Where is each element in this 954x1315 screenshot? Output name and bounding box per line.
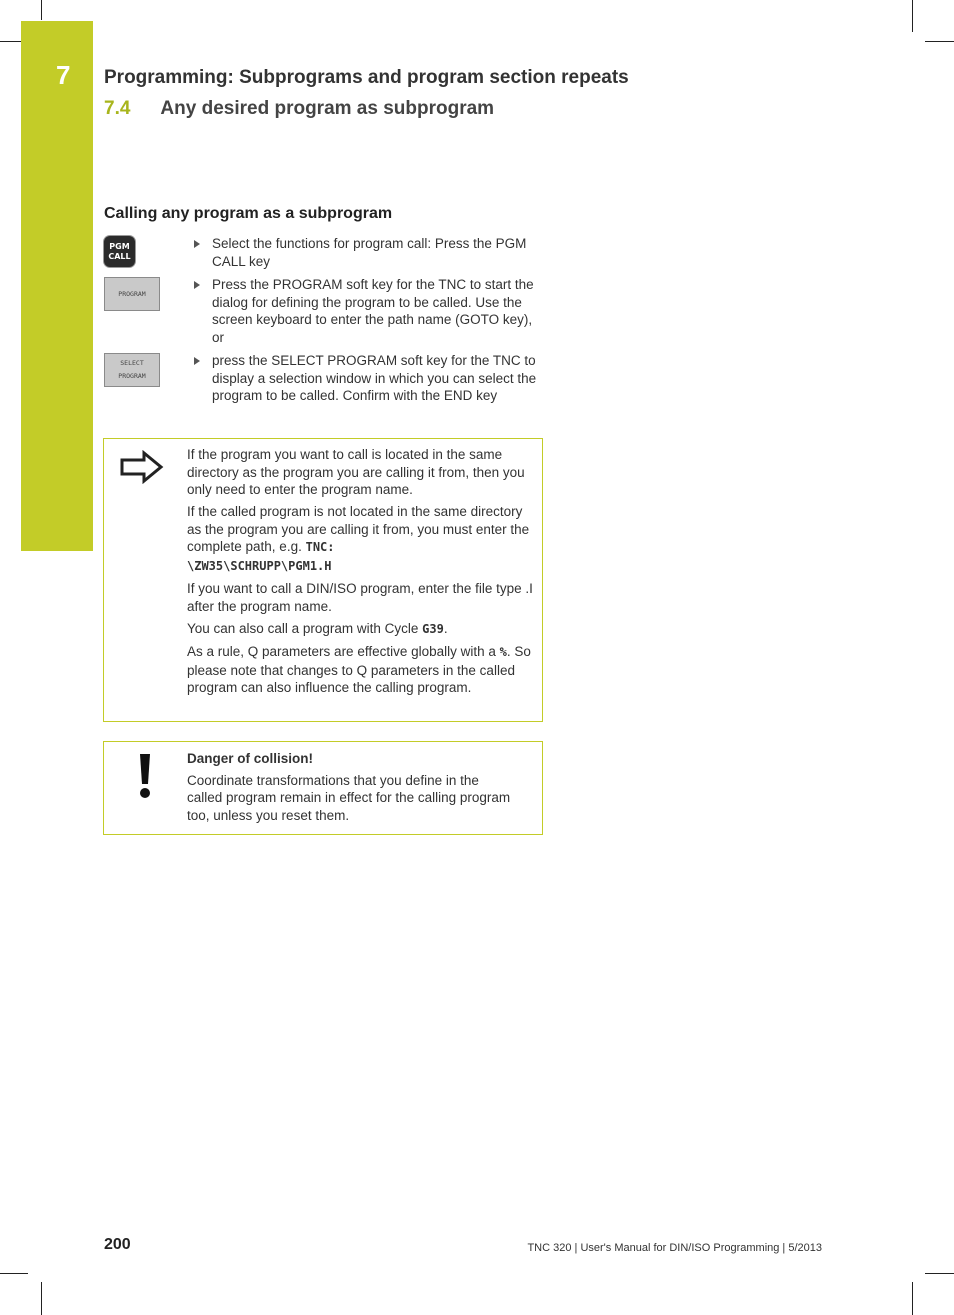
note-paragraph [187, 503, 534, 575]
warning-box [103, 741, 543, 835]
note-text: As a rule, Q parameters are effective globally with a [187, 643, 496, 659]
crop-mark [41, 0, 42, 20]
arrow-right-icon [120, 450, 164, 484]
step-item [194, 352, 542, 405]
step-bullet-icon [194, 281, 200, 289]
note-text: You can also call a program with Cycle [187, 620, 419, 636]
section-number: 7.4 [104, 98, 131, 119]
exclamation-icon [138, 754, 152, 800]
crop-mark [925, 1273, 954, 1274]
chapter-tab [21, 21, 93, 551]
select-program-softkey [104, 353, 160, 387]
pgm-call-key-line1: PGM [109, 241, 130, 251]
program-softkey-label: PROGRAM [118, 289, 146, 298]
step-bullet-icon [194, 357, 200, 365]
note-paragraph: If the program you want to call is located in the same directory as the program you are calling it from, then you only need to enter the program name. [187, 447, 525, 498]
page-number: 200 [104, 1236, 131, 1253]
note-paragraph [187, 643, 534, 697]
step-text: press the SELECT PROGRAM soft key for the TNC to display a selection window in which you can select the program to be called. Confirm with the END key [212, 353, 537, 404]
step-text: Press the PROGRAM soft key for the TNC to start the dialog for defining the program to be called. Use the screen keyboard to enter the path name (GOTO key), or [212, 277, 534, 345]
crop-mark [41, 1282, 42, 1315]
section-title: Any desired program as subprogram [160, 98, 495, 119]
section-heading [104, 98, 494, 120]
crop-mark [912, 0, 913, 32]
note-code: % [499, 644, 507, 659]
select-softkey-line1: SELECT [120, 359, 144, 367]
note-text: . [443, 620, 448, 636]
step-item [194, 276, 542, 346]
program-softkey [104, 277, 160, 311]
step-item [194, 235, 542, 270]
note-box [103, 438, 543, 722]
footer-text: TNC 320 | User's Manual for DIN/ISO Programming | 5/2013 [527, 1242, 822, 1254]
pgm-call-key [104, 236, 135, 267]
select-softkey-line2: PROGRAM [118, 372, 146, 380]
note-code: TNC: [305, 540, 335, 555]
chapter-title: Programming: Subprograms and program section repeats [104, 67, 629, 88]
crop-mark [912, 1282, 913, 1315]
subheading: Calling any program as a subprogram [104, 205, 393, 222]
note-code: G39 [422, 621, 444, 636]
note-code: \ZW35\SCHRUPP\PGM1.H [187, 559, 332, 574]
note-text: If the called program is not located in the same directory as the program you are calling it from, you must enter the complete path, e.g. [187, 504, 530, 555]
pgm-call-key-line2: CALL [108, 251, 131, 261]
warning-text: Coordinate transformations that you define in the called program remain in effect for the calling program too, unless you reset them. [187, 772, 511, 823]
crop-mark [925, 41, 954, 42]
chapter-number: 7 [56, 60, 71, 90]
crop-mark [0, 41, 22, 42]
note-text: . So please note that changes to Q parameters in the called program can also influence the calling program. [187, 643, 531, 696]
crop-mark [0, 1273, 28, 1274]
note-content [187, 446, 534, 701]
note-paragraph: If you want to call a DIN/ISO program, enter the file type .I after the program name. [187, 581, 533, 614]
note-paragraph [187, 620, 534, 639]
step-bullet-icon [194, 240, 200, 248]
warning-title: Danger of collision! [187, 751, 314, 766]
step-text: Select the functions for program call: Press the PGM CALL key [212, 236, 527, 269]
warning-content [187, 750, 534, 829]
